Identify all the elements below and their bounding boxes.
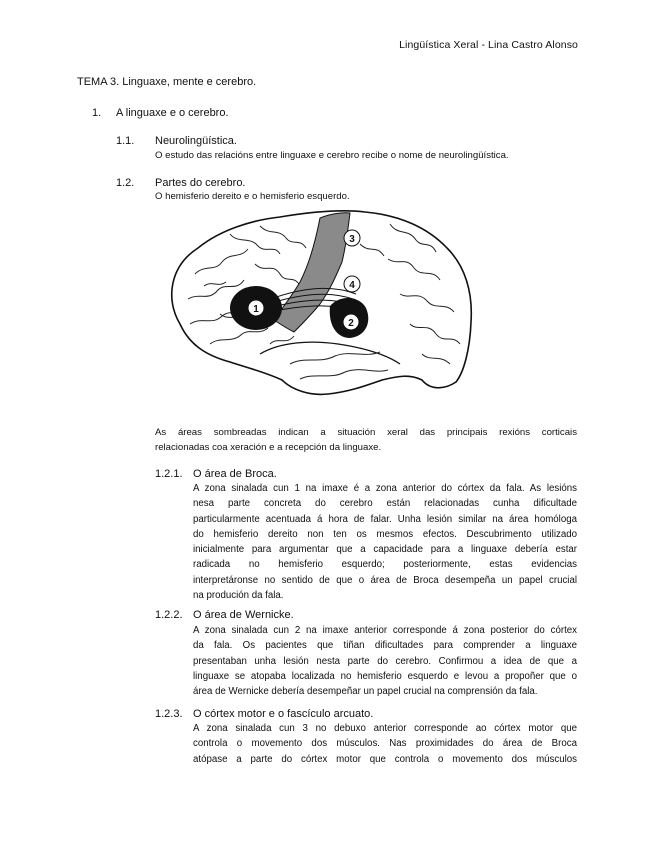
figure-caption: As áreas sombreadas indican a situación xeral das principais rexións corticais relacionadas coa xeración e a recepción da linguaxe. (155, 427, 577, 453)
section-1-2-3-number: 1.2.3. (155, 708, 183, 720)
section-1-2-text: O hemisferio dereito e o hemisferio esquerdo. (155, 191, 350, 202)
section-1-2-2-heading: O área de Wernicke. (193, 609, 294, 621)
section-1-2-heading: Partes do cerebro. (155, 177, 246, 189)
label-4: 4 (349, 280, 355, 291)
label-3: 3 (349, 234, 355, 245)
label-2: 2 (348, 318, 354, 329)
section-1-heading: A linguaxe e o cerebro. (116, 107, 229, 119)
section-1-2-1-number: 1.2.1. (155, 468, 183, 480)
document-title: TEMA 3. Linguaxe, mente e cerebro. (77, 76, 257, 88)
section-1-2-2-number: 1.2.2. (155, 609, 183, 621)
section-1-number: 1. (92, 107, 102, 119)
section-1-1-heading: Neurolingüística. (155, 135, 237, 147)
label-1: 1 (253, 304, 259, 315)
section-1-2-3-body: A zona sinalada cun 3 no debuxo anterior corresponde ao córtex motor que controla o movemento dos músculos. Nas proximidades do área de Broca atópase a parte do córtex motor que controla o movemento dos músculos (193, 723, 577, 765)
section-1-1-number: 1.1. (116, 135, 135, 147)
section-1-1-text: O estudo das relacións entre linguaxe e cerebro recibe o nome de neurolingüística. (155, 150, 509, 161)
section-1-2-1-heading: O área de Broca. (193, 468, 277, 480)
section-1-2-3-heading: O córtex motor e o fascículo arcuato. (193, 708, 374, 720)
brain-diagram (160, 204, 480, 409)
section-1-2-2-body: A zona sinalada cun 2 na imaxe anterior corresponde á zona posterior do córtex da fala. Os pacientes que tiñan dificultades para comprender a linguaxe presentaban unha lesión nesta parte do cerebro. Confirmou a idea de que a linguaxe se atopaba localizada no hemisferio esquerdo e levou a propoñer que o área de Wernicke debería desempeñar un papel crucial na comprensión da fala. (193, 625, 577, 698)
section-1-2-number: 1.2. (116, 177, 135, 189)
section-1-2-1-body: A zona sinalada cun 1 na imaxe é a zona anterior do córtex da fala. As lesións nesa parte concreta do cerebro están relacionadas cunha dificultade particularmente acentuada á hora de falar. Unha lesión similar na área homóloga do hemisferio dereito non ten os mesmos efectos. Descubrimento utilizado inicialmente para argumentar que a capacidade para a linguaxe debería estar radicada no hemisferio esquerdo; posteriormente, estas evidencias interpretáronse no sentido de que o área de Broca desempeña un papel crucial na produción da fala. (193, 483, 577, 602)
running-header: Lingüística Xeral - Lina Castro Alonso (399, 39, 578, 51)
